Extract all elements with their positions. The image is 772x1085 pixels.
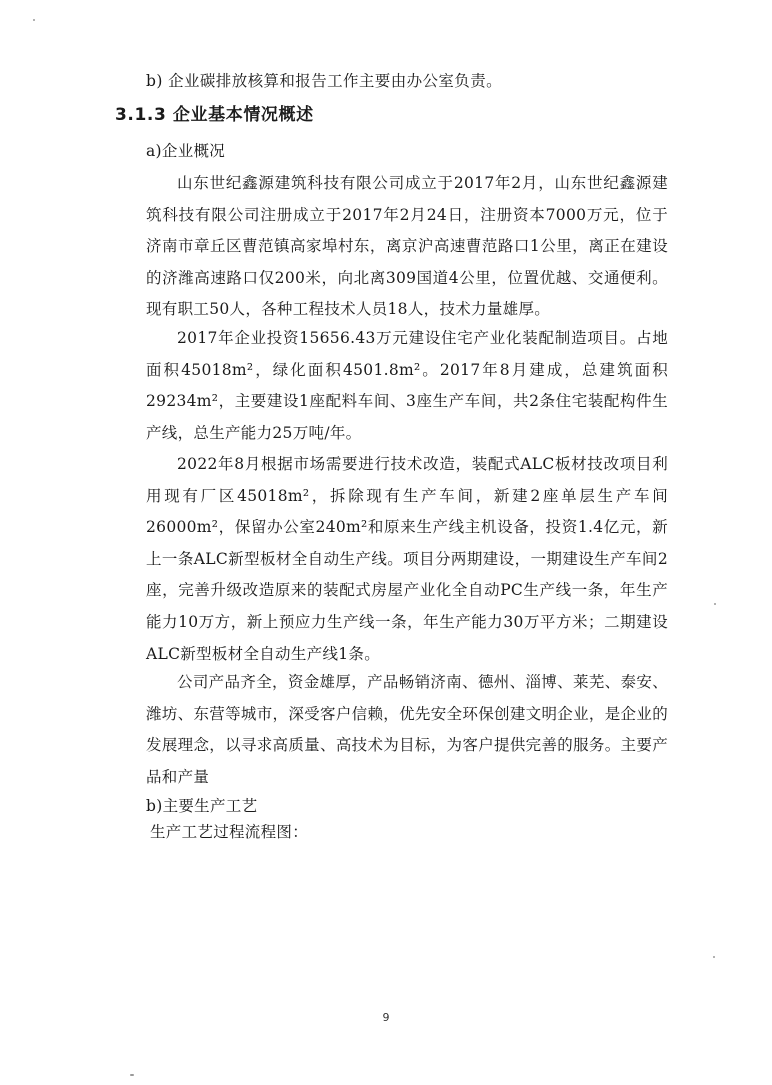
paragraph-2017-investment: 2017年企业投资15656.43万元建设住宅产业化装配制造项目。占地面积45018m²，绿化面积4501.8m²。2017年8月建成，总建筑面积29234m²，主要建设1座配料车间、3座生产车间，共2条住宅装配构件生产线，总生产能力25万吨/年。 bbox=[146, 329, 668, 442]
paragraph-products: 公司产品齐全，资金雄厚，产品畅销济南、德州、淄博、莱芜、泰安、潍坊、东营等城市，深受客户信赖，优先安全环保创建文明企业，是企业的发展理念，以寻求高质量、高技术为目标，为客户提供完善的服务。主要产品和产量 bbox=[146, 673, 668, 786]
section-heading: 3.1.3 企业基本情况概述 bbox=[115, 105, 314, 125]
paragraph-2022-renovation: 2022年8月根据市场需要进行技术改造，装配式ALC板材技改项目利用现有厂区45018m²，拆除现有生产车间，新建2座单层生产车间26000m²，保留办公室240m²和原来生产线主机设备，投资1.4亿元，新上一条ALC新型板材全自动生产线。项目分两期建设，一期建设生产车间2座，完善升级改造原来的装配式房屋产业化全自动PC生产线一条，年生产能力10万方，新上预应力生产线一条，年生产能力30万平方米；二期建设ALC新型板材全自动生产线1条。 bbox=[146, 455, 668, 663]
scan-speck bbox=[713, 956, 715, 958]
paragraph-company-overview: 山东世纪鑫源建筑科技有限公司成立于2017年2月，山东世纪鑫源建筑科技有限公司注册成立于2017年2月24日，注册资本7000万元，位于济南市章丘区曹范镇高家埠村东，离京沪高速曹范路口1公里，离正在建设的济潍高速路口仅200米，向北离309国道4公里，位置优越、交通便利。现有职工50人，各种工程技术人员18人，技术力量雄厚。 bbox=[146, 174, 668, 319]
responsibility-statement: b) 企业碳排放核算和报告工作主要由办公室负责。 bbox=[146, 72, 502, 90]
scan-speck bbox=[33, 19, 35, 21]
scan-speck bbox=[714, 603, 716, 605]
flow-chart-label: 生产工艺过程流程图： bbox=[150, 823, 309, 841]
subsection-a-title: a)企业概况 bbox=[146, 142, 226, 160]
scan-speck bbox=[130, 1074, 134, 1076]
subsection-b-title: b)主要生产工艺 bbox=[146, 797, 258, 815]
page-number: 9 bbox=[382, 1011, 390, 1024]
